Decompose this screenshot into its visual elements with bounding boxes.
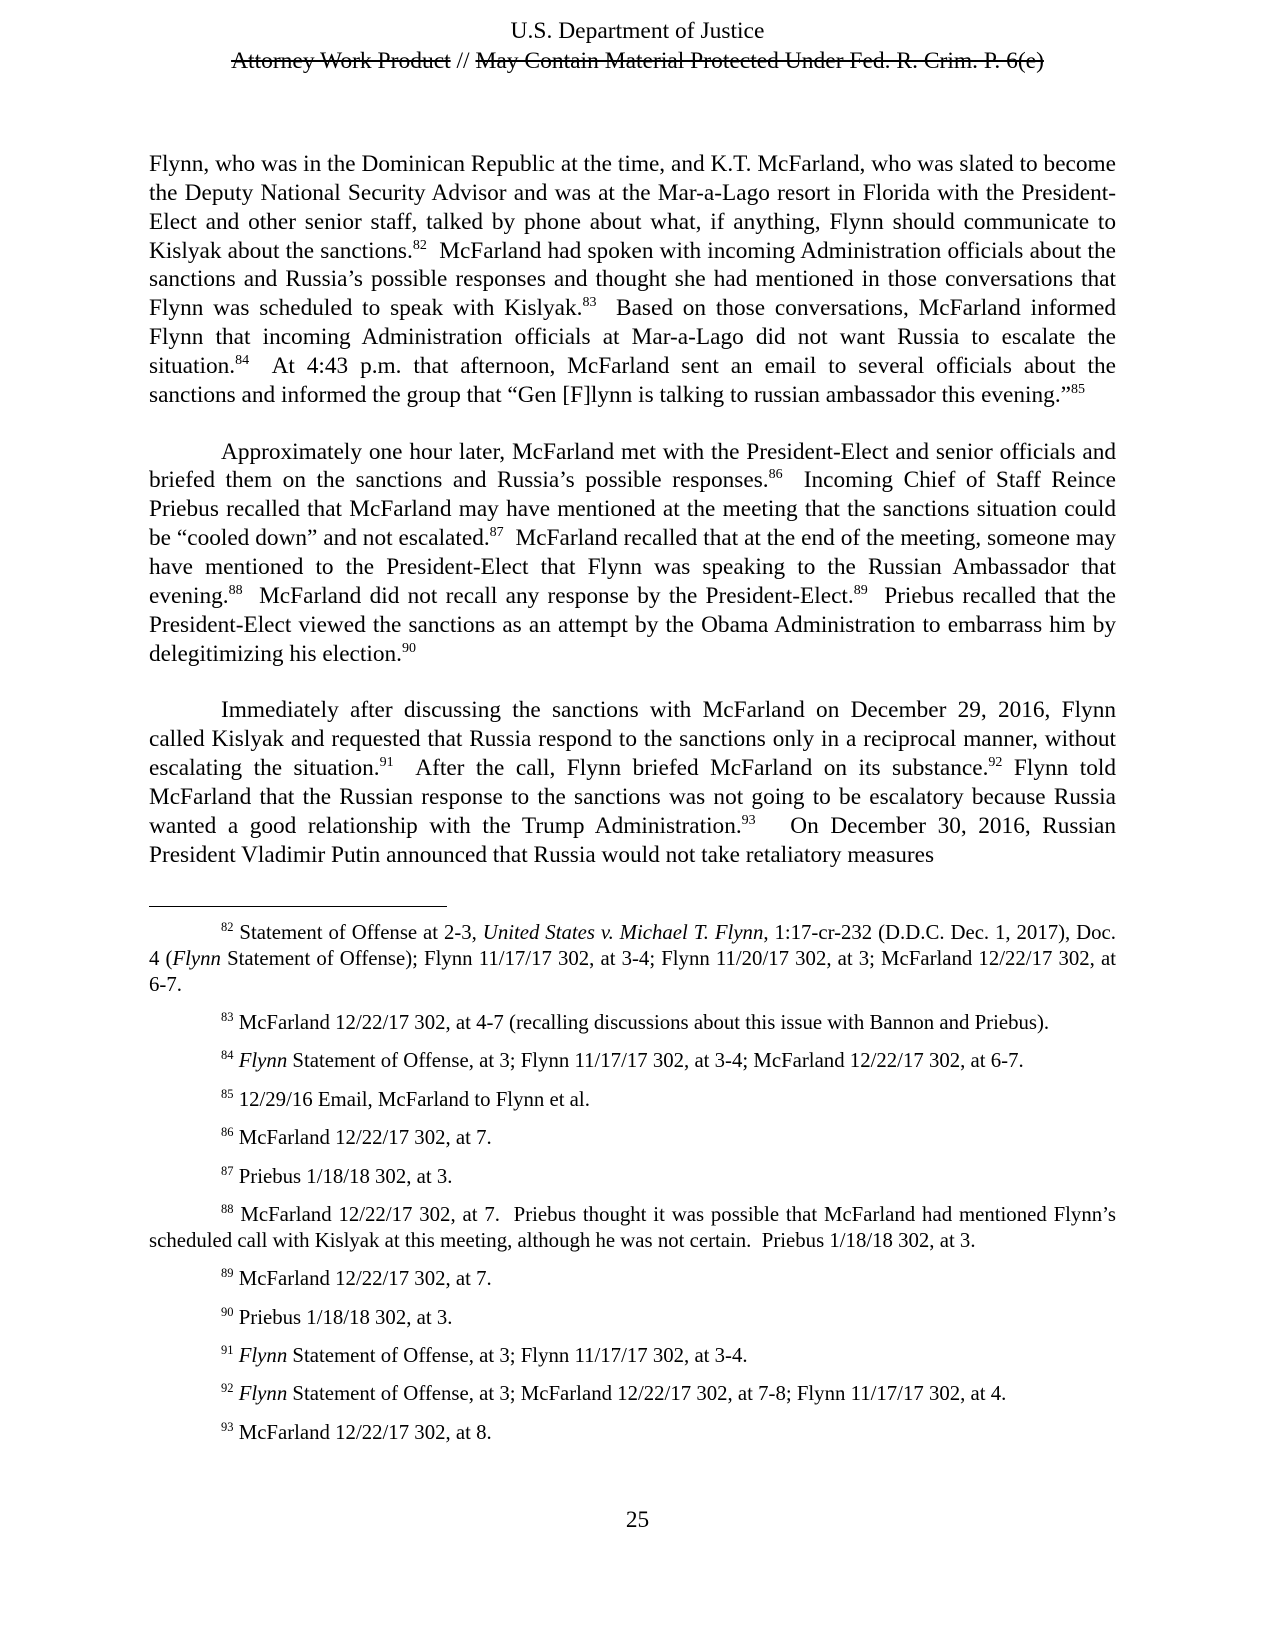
footnotes: [149, 920, 1122, 1458]
paragraph-text: Immediately after discussing the sanctions with McFarland on December 29, 2016, Flynn called Kislyak and requested that Russia respond to the sanctions only in a reciprocal manner, without escalating the situation.: [149, 697, 1116, 782]
paragraph-text: Priebus recalled that the President-Elect viewed the sanctions as an attempt by the Obama Administration to embarrass him by delegitimizing his election.: [149, 582, 1122, 667]
footnote-number: 91: [221, 1342, 234, 1357]
footnote-number: 84: [221, 1048, 234, 1063]
footnote-ref-93[interactable]: 93: [741, 812, 756, 828]
footnote-text: 12/29/16 Email, McFarland to Flynn et al.: [233, 1087, 590, 1111]
footnote-89: [149, 1266, 1116, 1292]
footnote-number: 89: [221, 1266, 234, 1281]
paragraph-3: [149, 696, 1122, 869]
footnote-ref-90[interactable]: 90: [401, 640, 416, 656]
footnote-90: [149, 1305, 1116, 1331]
paragraph-text: At 4:43 p.m. that afternoon, McFarland sent an email to several officials about the sanctions and informed the group that “Gen [F]lynn is talking to russian ambassador this evening.”: [149, 352, 1122, 408]
footnote-85: [149, 1087, 1116, 1113]
header-separator: //: [450, 48, 476, 74]
footnote-separator: [149, 906, 447, 907]
footnote-text: Statement of Offense at 2-3,: [233, 921, 483, 944]
footnote-text: Priebus 1/18/18 302, at 3.: [233, 1305, 453, 1329]
footnote-number: 93: [221, 1419, 234, 1434]
footnote-text: McFarland 12/22/17 302, at 7.: [233, 1126, 492, 1150]
paragraph-text: McFarland did not recall any response by the President-Elect.: [242, 582, 854, 609]
case-short-name: Flynn: [238, 1343, 288, 1367]
case-short-name: Flynn: [172, 946, 221, 970]
footnote-87: [149, 1164, 1116, 1190]
footnote-text: Statement of Offense, at 3; Flynn 11/17/17 302, at 3-4; McFarland 12/22/17 302, at 6-7.: [287, 1049, 1024, 1073]
paragraph-text: Approximately one hour later, McFarland met with the President-Elect and senior officials and briefed them on the sanctions and Russia’s possible responses.: [149, 438, 1116, 494]
footnote-number: 82: [221, 920, 234, 934]
footnote-ref-85[interactable]: 85: [1070, 381, 1085, 397]
paragraph-text: McFarland recalled that at the end of the meeting, someone may have mentioned to the President-Elect that Flynn was speaking to the Russian Ambassador that evening.: [149, 525, 1122, 609]
footnote-number: 87: [221, 1163, 234, 1178]
footnote-number: 92: [221, 1381, 234, 1396]
footnote-ref-92[interactable]: 92: [988, 755, 1003, 771]
footnote-text: McFarland 12/22/17 302, at 8.: [233, 1420, 492, 1444]
main-text: [149, 150, 1122, 897]
footnote-number: 90: [221, 1304, 234, 1319]
paragraph-text: Based on those conversations, McFarland informed Flynn that incoming Administration officials at Mar-a-Lago did not want Russia to escalate the situation.: [149, 295, 1122, 379]
footnote-text: Statement of Offense, at 3; McFarland 12/22/17 302, at 7-8; Flynn 11/17/17 302, at 4.: [287, 1382, 1007, 1406]
footnote-ref-87[interactable]: 87: [489, 525, 504, 541]
footnote-88: [149, 1201, 1122, 1254]
footnote-ref-82[interactable]: 82: [412, 237, 427, 253]
footnote-ref-91[interactable]: 91: [379, 755, 394, 771]
work-product-marking: Attorney Work Product: [231, 48, 451, 74]
footnote-93: [149, 1420, 1116, 1446]
footnote-91: [149, 1343, 1116, 1369]
paragraph-text: After the call, Flynn briefed McFarland on its substance.: [393, 755, 989, 782]
paragraph-text: McFarland had spoken with incoming Administration officials about the sanctions and Russia’s possible responses and thought she had mentioned in those conversations that Flynn was scheduled to speak with Kislyak.: [149, 237, 1122, 322]
case-name: United States v. Michael T. Flynn: [482, 921, 764, 944]
footnote-ref-89[interactable]: 89: [853, 582, 868, 598]
page-number: 25: [625, 1507, 650, 1533]
footnote-number: 83: [221, 1009, 234, 1024]
case-short-name: Flynn: [238, 1382, 288, 1406]
footnote-text: Statement of Offense); Flynn 11/17/17 302, at 3-4; Flynn 11/20/17 302, at 3; McFarland 12/22/17 302, at 6-7.: [149, 946, 1116, 996]
footnote-83: [149, 1010, 1116, 1036]
footnote-text: McFarland 12/22/17 302, at 7.: [233, 1267, 492, 1291]
footnote-text: McFarland 12/22/17 302, at 4-7 (recalling discussions about this issue with Bannon and Priebus).: [233, 1010, 1050, 1034]
case-short-name: Flynn: [238, 1049, 288, 1073]
footnote-84: [149, 1048, 1116, 1074]
paragraph-1: [149, 150, 1122, 410]
paragraph-text: Flynn told McFarland that the Russian response to the sanctions was not going to be escalatory because Russia wanted a good relationship with the Trump Administration.: [149, 755, 1122, 839]
header-department: U.S. Department of Justice: [510, 18, 765, 44]
footnote-ref-83[interactable]: 83: [582, 295, 597, 311]
paragraph-text: Flynn, who was in the Dominican Republic at the time, and K.T. McFarland, who was slated to become the Deputy National Security Advisor and was at the Mar-a-Lago resort in Florida with the President-Elect and other senior staff, talked by phone about what, if anything, Flynn should communicate to Kislyak about the sanctions.: [149, 151, 1116, 264]
footnote-86: [149, 1125, 1116, 1151]
footnote-82: [149, 920, 1116, 997]
footnote-text: McFarland 12/22/17 302, at 7. Priebus thought it was possible that McFarland had mentioned Flynn’s scheduled call with Kislyak at this meeting, although he was not certain. Priebus 1/18/18 302, at 3.: [149, 1202, 1122, 1252]
footnote-ref-86[interactable]: 86: [768, 467, 783, 483]
footnote-92: [149, 1381, 1116, 1407]
header-classification: [0, 46, 1275, 76]
footnote-number: 86: [221, 1125, 234, 1140]
footnote-text: , 1:17-cr-232 (D.D.C. Dec. 1, 2017), Doc. 4 (: [149, 921, 1116, 970]
paragraph-text: On December 30, 2016, Russian President Vladimir Putin announced that Russia would not take retaliatory measures: [149, 812, 1122, 868]
grand-jury-marking: May Contain Material Protected Under Fed. R. Crim. P. 6(e): [475, 48, 1044, 74]
footnote-ref-88[interactable]: 88: [228, 582, 243, 598]
footnote-text: Priebus 1/18/18 302, at 3.: [233, 1164, 453, 1188]
footnote-number: 88: [221, 1201, 234, 1216]
paragraph-text: Incoming Chief of Staff Reince Priebus recalled that McFarland may have mentioned at the meeting that the sanctions situation could be “cooled down” and not escalated.: [149, 467, 1122, 552]
footnote-ref-84[interactable]: 84: [235, 352, 250, 368]
footnote-number: 85: [221, 1086, 234, 1101]
footnote-text: Statement of Offense, at 3; Flynn 11/17/17 302, at 3-4.: [287, 1343, 748, 1367]
paragraph-2: [149, 438, 1122, 669]
